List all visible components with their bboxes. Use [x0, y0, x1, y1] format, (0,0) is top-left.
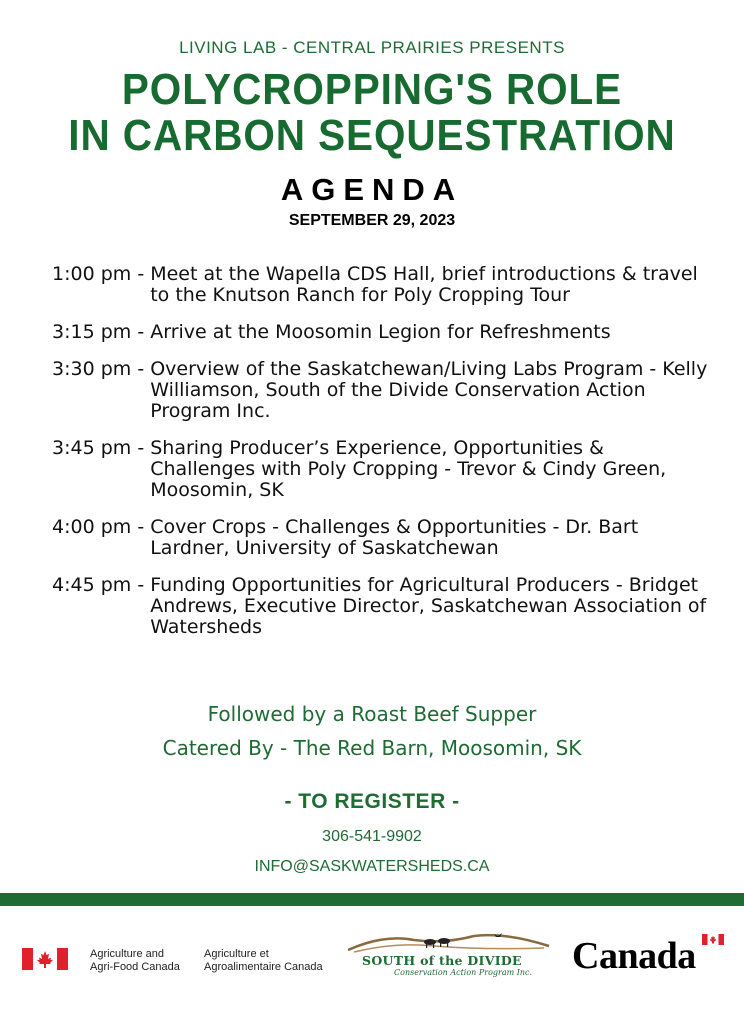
- agenda-description: Arrive at the Moosomin Legion for Refreshments: [150, 321, 611, 343]
- canada-flag-icon: [22, 948, 68, 970]
- canada-wordmark-flag-icon: [702, 934, 724, 945]
- agenda-time: 3:45 pm: [52, 437, 132, 459]
- agenda-item: [52, 359, 712, 422]
- aafc-french-name: [204, 948, 344, 974]
- agenda-time: 4:45 pm: [52, 574, 132, 596]
- register-heading: - TO REGISTER -: [284, 790, 460, 813]
- agenda-description: Meet at the Wapella CDS Hall, brief introductions & travel to the Knutson Ranch for Poly Cropping Tour: [150, 263, 698, 306]
- agenda-description: Cover Crops - Challenges & Opportunities - Dr. Bart Lardner, University of Saskatchewan: [150, 516, 639, 559]
- agenda-description: Overview of the Saskatchewan/Living Labs Program - Kelly Williamson, South of the Divide Conservation Action Program Inc.: [150, 358, 708, 422]
- agenda-time: 3:30 pm: [52, 358, 132, 380]
- aafc-english-line1: Agriculture and: [90, 948, 164, 960]
- supper-line-1: Followed by a Roast Beef Supper: [207, 702, 537, 726]
- register-email[interactable]: INFO@SASKWATERSHEDS.CA: [254, 858, 490, 875]
- agenda-item: [52, 438, 712, 501]
- agenda-separator: -: [131, 358, 151, 380]
- agenda-time: 1:00 pm: [52, 263, 132, 285]
- agenda-item: [52, 575, 712, 638]
- canada-wordmark: Canada: [572, 935, 696, 977]
- agenda-time: 3:15 pm: [52, 321, 132, 343]
- divider-bar: [0, 893, 744, 906]
- title-line-2: IN CARBON SEQUESTRATION: [68, 111, 676, 160]
- sotd-tagline: Conservation Action Program Inc.: [394, 968, 533, 977]
- agenda-item: [52, 264, 712, 306]
- aafc-english-line2: Agri-Food Canada: [90, 961, 180, 973]
- aafc-french-line1: Agriculture et: [204, 948, 269, 960]
- agenda-list: [52, 264, 712, 654]
- agenda-separator: -: [131, 263, 151, 285]
- event-date: SEPTEMBER 29, 2023: [288, 212, 456, 229]
- agenda-separator: -: [131, 437, 151, 459]
- register-phone[interactable]: 306-541-9902: [322, 828, 422, 845]
- title-line-1: POLYCROPPING'S ROLE: [121, 65, 623, 114]
- sotd-name: SOUTH of the DIVIDE: [362, 953, 522, 968]
- agenda-separator: -: [131, 321, 151, 343]
- agenda-description: Sharing Producer’s Experience, Opportunities & Challenges with Poly Cropping - Trevor & Cindy Green, Moosomin, SK: [150, 437, 667, 501]
- agenda-separator: -: [131, 516, 151, 538]
- agenda-description: Funding Opportunities for Agricultural Producers - Bridget Andrews, Executive Director, Saskatchewan Association of Watersheds: [150, 574, 707, 638]
- agenda-time: 4:00 pm: [52, 516, 132, 538]
- agenda-separator: -: [131, 574, 151, 596]
- supper-line-2: Catered By - The Red Barn, Moosomin, SK: [162, 736, 582, 760]
- aafc-english-name: [90, 948, 200, 974]
- agenda-item: [52, 322, 712, 343]
- agenda-heading: AGENDA: [280, 172, 464, 207]
- aafc-french-line2: Agroalimentaire Canada: [204, 961, 323, 973]
- agenda-item: [52, 517, 712, 559]
- presenter-line: LIVING LAB - CENTRAL PRAIRIES PRESENTS: [179, 38, 565, 57]
